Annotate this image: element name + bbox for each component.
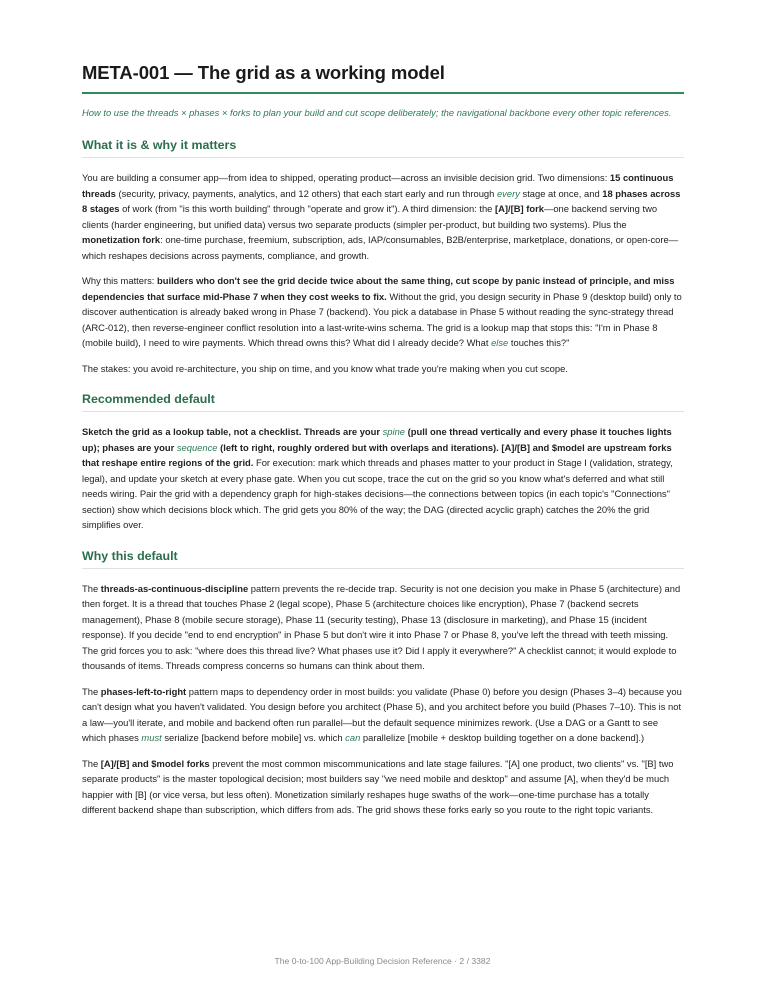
bold-text: 18 phases across 8 stages <box>82 187 681 214</box>
text-run: stage at once, and <box>519 187 603 199</box>
bold-text: [A]/[B] and $model forks <box>100 757 210 769</box>
text-run: pattern maps to dependency order in most builds: you validate (Phase 0) before you design (Phases 3–4) because you can't design what you haven't validated. You design before you architect (Phase 5), and you architect before you build (Phases 7–10). This is not a law—you'll iterate, and mobile and backend often run parallel—but the default sequence minimizes rework. (Use a DAG or a Gantt to see which phases <box>82 685 682 743</box>
bold-text: (left to right, roughly ordered but with overlaps and iterations). [A]/[B] and $model are upstream forks that reshape entire regions of the grid. <box>82 441 672 468</box>
text-run: serialize [backend before mobile] vs. which <box>161 732 346 743</box>
section-why-this-default <box>82 549 684 818</box>
section-heading: Why this default <box>82 549 684 569</box>
page-footer: The 0-to-100 App-Building Decision Reference · 2 / 3382 <box>274 956 491 966</box>
text-run: The stakes: you avoid re-architecture, you ship on time, and you know what trade you're making when you cut scope. <box>82 362 568 374</box>
paragraph <box>82 273 684 351</box>
text-run: (security, privacy, payments, analytics, and 12 others) that each start early and run through <box>115 187 497 199</box>
bold-text: Sketch the grid as a lookup table, not a checklist. Threads are your <box>82 426 383 437</box>
italic-text: sequence <box>176 441 218 453</box>
text-run: The <box>82 685 101 697</box>
italic-text: else <box>491 337 509 348</box>
text-run: You are building a consumer app—from idea to shipped, operating product—across an invisible decision grid. Two dimensions: <box>82 172 610 183</box>
italic-text: can <box>345 732 361 743</box>
text-run: parallelize [mobile + desktop building together on a done backend].) <box>360 732 645 743</box>
paragraph <box>82 756 684 818</box>
paragraph <box>82 170 684 263</box>
text-run: The <box>82 582 101 594</box>
text-run: Why this matters: <box>82 275 158 286</box>
bold-text: (pull one thread vertically and every phase it touches lights up); phases are your <box>82 426 672 453</box>
text-run: Without the grid, you design security in Phase 9 (desktop build) only to discover authentication is already baked wrong in Phase 7 (backend). You pick a database in Phase 5 without reading the sync-strategy thread (ARC-012), then reverse-engineer conflict resolution into a last-write-wins schema. The grid is a lookup map that stops this: "I'm in Phase 8 (mobile build), I need to wire payments. Which thread owns this? What did I already decide? What <box>82 290 682 348</box>
text-run: For execution: mark which threads and phases matter to your product in Stage I (validation, strategy, legal), and update your sketch at every phase gate. When you cut scope, trace the cut on the grid so you know what's deferred and what still needs wiring. Pair the grid with a dependency graph for high-stakes decisions—the connections between topics (in each topic's "Connections" section) show which decisions block which. The grid gets you 80% of the way; the DAG (directed acyclic graph) catches the 20% the grid simplifies over. <box>82 457 673 530</box>
bold-text: monetization fork <box>82 234 161 245</box>
page-subtitle: How to use the threads × phases × forks to plan your build and cut scope deliberately; the navigational backbone every other topic references. <box>82 107 672 118</box>
italic-text: must <box>141 732 162 743</box>
text-run: : one-time purchase, freemium, subscription, ads, IAP/consumables, B2B/enterprise, marketplace, donations, or open-core—which reshapes decisions across payments, compliance, and growth. <box>82 234 679 261</box>
text-run: pattern prevents the re-decide trap. Security is not one decision you make in Phase 5 (architecture) and then forget. It is a thread that touches Phase 2 (legal scope), Phase 5 (architecture choices like encryption), Phase 7 (backend secrets management), Phase 8 (mobile secure storage), Phase 11 (security testing), Phase 13 (disclosure in marketing), and Phase 15 (incident response). If you decide "end to end encryption" in Phase 5 but don't wire it into Phase 7 or Phase 8, you've left the thread with teeth missing. The grid forces you to ask: "where does this thread live? What phases use it? Did I apply it everywhere?" A checklist cannot; it would explode to thousands of items. Threads compress concerns so humans can think about them. <box>82 582 681 671</box>
section-what-it-is <box>82 138 684 376</box>
document-page <box>82 62 684 818</box>
section-heading: Recommended default <box>82 392 684 412</box>
paragraph <box>82 581 684 674</box>
italic-text: spine <box>382 426 406 437</box>
italic-text: every <box>496 187 520 199</box>
paragraph <box>82 361 684 377</box>
bold-text: [A]/[B] fork <box>495 203 544 214</box>
text-run: of work (from "is this worth building" through "operate and grow it"). A third dimension: the <box>119 203 496 214</box>
text-run: touches this?" <box>508 337 570 348</box>
bold-text: 15 continuous threads <box>82 172 674 199</box>
bold-text: phases-left-to-right <box>100 685 187 697</box>
paragraph <box>82 424 684 533</box>
page-title: META-001 — The grid as a working model <box>82 62 684 94</box>
bold-text: builders who don't see the grid decide twice about the same thing, cut scope by panic instead of principle, and miss dependencies that surface mid-Phase 7 when they cost weeks to fix. <box>82 275 675 302</box>
text-run: The <box>82 757 101 769</box>
text-run: —one backend serving two clients (harder engineering, but unified data) versus two separate products (simpler per-product, but building two systems). Plus the <box>82 203 658 230</box>
text-run: prevent the most common miscommunications and late stage failures. "[A] one product, two clients" vs. "[B] two separate products" is the master topological decision; most builders say "we need mobile and desktop" and assume [A], when they'd be much happier with [B] (or vice versa, but less often). Monetization similarly reshapes huge swaths of the work—one-time purchase has a totally different backend shape than subscription, which differs from ads. The grid shows these forks early so you route to the right topic variants. <box>82 757 674 815</box>
bold-text: threads-as-continuous-discipline <box>100 582 249 594</box>
section-recommended-default <box>82 392 684 533</box>
paragraph <box>82 684 684 746</box>
section-heading: What it is & why it matters <box>82 138 684 158</box>
